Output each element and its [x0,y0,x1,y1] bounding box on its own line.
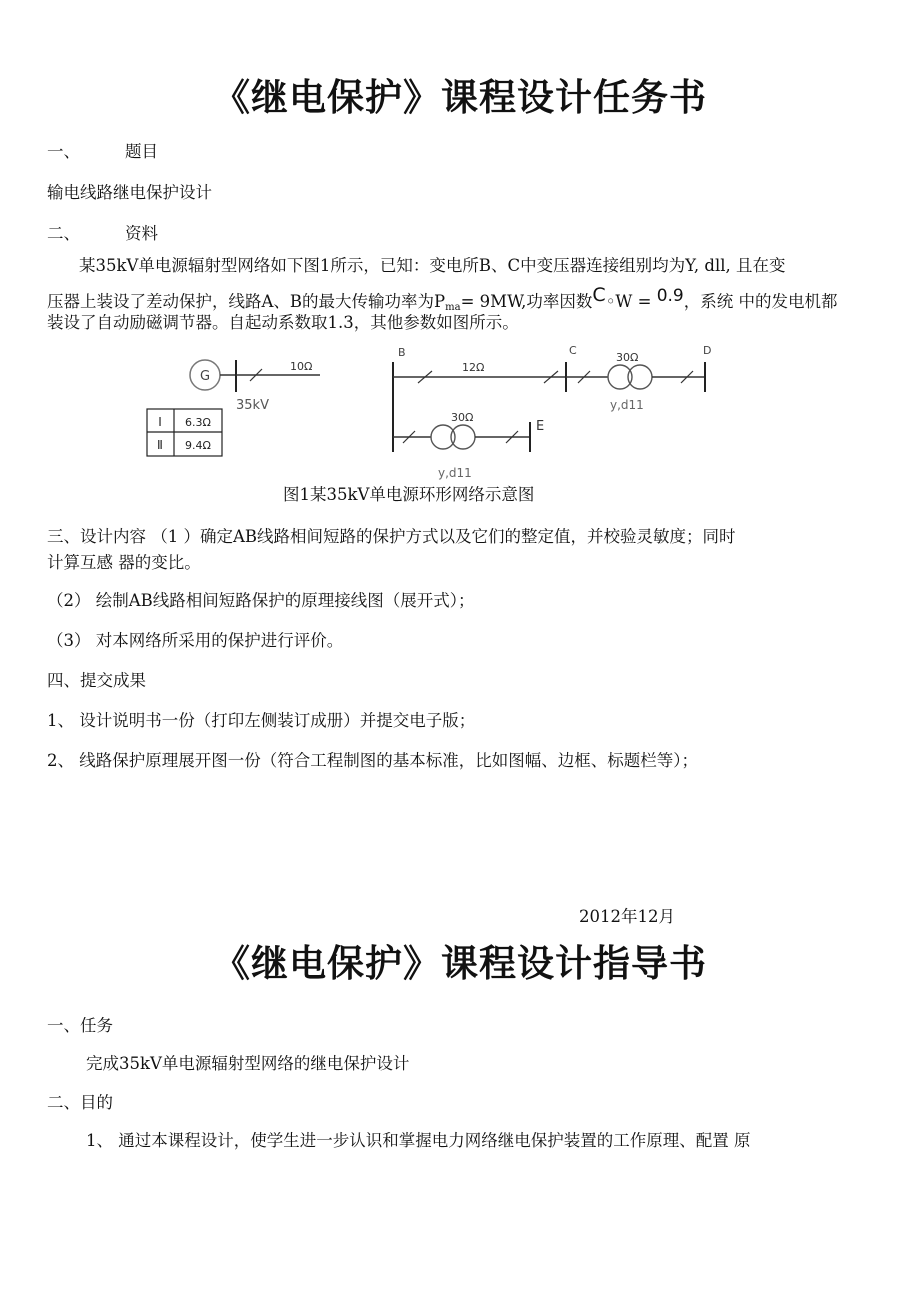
section-2-para-line-1: 某35kV单电源辐射型网络如下图1所示，已知：变电所B、C中变压器连接组别均为Y, dll, 且在变 [79,256,786,275]
table-value-1: 6.3Ω [185,416,211,429]
para-line-2-d: ◦W = [605,292,652,311]
section-3-item-2: （2） 绘制AB线路相间短路保护的原理接线图（展开式）； [47,591,475,610]
para-line-2-value: 0.9 [656,286,684,306]
transformer-e-impedance: 30Ω [451,411,474,424]
transformer-c-group: y,d11 [610,398,644,412]
line-a-impedance: 10Ω [290,360,313,373]
task-title: 《继电保护》课程设计任务书 [213,76,707,119]
para-line-2-c-symbol: C [592,284,606,306]
table-mode-2: Ⅱ [157,438,163,452]
section-3-item-3: （3） 对本网络所采用的保护进行评价。 [47,631,344,650]
line-bc-impedance: 12Ω [462,361,485,374]
section-3-line-2: 计算互感 器的变比。 [47,553,201,572]
transformer-c-impedance: 30Ω [616,351,639,364]
section-2-label: 资料 [125,224,158,243]
guide-section-2-heading: 二、目的 [47,1093,113,1112]
impedance-table [147,409,222,456]
para-line-2-subscript: ma [445,302,461,313]
para-line-2-f: ，系统 中的发电机都 [683,292,838,311]
node-b-label: B [398,346,406,359]
guide-title: 《继电保护》课程设计指导书 [213,942,707,985]
generator-label: G [199,369,211,384]
para-line-2-b: = 9MW,功率因数 [460,292,593,311]
section-4-heading: 四、提交成果 [47,671,146,690]
section-1-body: 输电线路继电保护设计 [47,183,212,202]
guide-section-2-item-1: 1、 通过本课程设计，使学生进一步认识和掌握电力网络继电保护装置的工作原理、配置 原 [86,1131,751,1150]
node-d-label: D [703,344,712,357]
section-3-line-1: 三、设计内容 （1 ）确定AB线路相间短路的保护方式以及它们的整定值，并校验灵敏度；同时 [47,527,736,546]
section-4-item-1: 1、 设计说明书一份（打印左侧装订成册）并提交电子版； [47,711,476,730]
table-mode-1: Ⅰ [158,415,162,429]
transformer-e-group: y,d11 [438,466,472,480]
para-line-2-a: 压器上装设了差动保护，线路A、B的最大传输功率为P [47,292,446,311]
guide-section-1-body: 完成35kV单电源辐射型网络的继电保护设计 [86,1054,410,1073]
table-value-2: 9.4Ω [185,439,211,452]
guide-section-1-heading: 一、任务 [47,1016,113,1035]
voltage-label: 35kV [236,398,269,413]
section-4-item-2: 2、 线路保护原理展开图一份（符合工程制图的基本标准，比如图幅、边框、标题栏等）； [47,751,698,770]
section-2-number: 二、 [47,224,80,243]
section-1-label: 题目 [125,142,158,161]
date: 2012年12月 [579,907,675,926]
node-e-label: E [536,419,545,434]
network-diagram [0,0,920,520]
section-1-number: 一、 [47,142,80,161]
section-2-para-line-3: 装设了自动励磁调节器。自起动系数取1.3，其他参数如图所示。 [47,313,519,332]
figure-caption: 图1某35kV单电源环形网络示意图 [283,485,535,504]
node-c-label: C [569,344,577,357]
